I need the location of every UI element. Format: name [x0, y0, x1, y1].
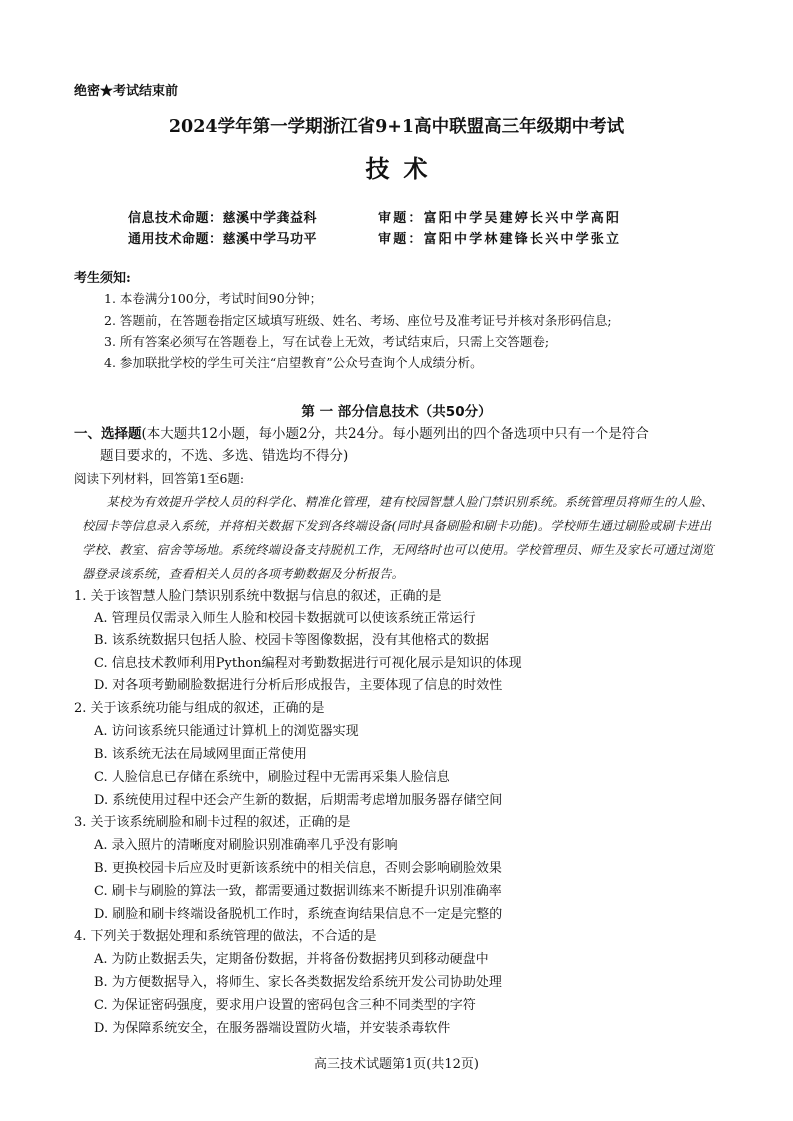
page-footer: 高三技术试题第1页(共12页)	[314, 1057, 479, 1072]
it-reviewer: 审题：富阳中学吴建婷长兴中学高阳	[378, 211, 622, 226]
notes-heading: 考生须知:	[74, 271, 131, 286]
question-stem: 2. 关于该系统功能与组成的叙述，正确的是	[74, 701, 325, 716]
question-option: B. 为方便数据导入，将师生、家长各类数据发给系统开发公司协助处理	[94, 975, 502, 990]
part-desc-cont: 题目要求的，不选、多选、错选均不得分)	[100, 448, 349, 464]
gt-reviewer: 审题：富阳中学林建锋长兴中学张立	[378, 232, 622, 247]
part-heading	[74, 422, 649, 442]
question-stem: 4. 下列关于数据处理和系统管理的做法，不合适的是	[74, 929, 377, 944]
question-option: D. 刷脸和刷卡终端设备脱机工作时，系统查询结果信息不一定是完整的	[94, 907, 503, 922]
it-proposer: 信息技术命题：慈溪中学龚益科	[128, 211, 318, 226]
question-option: A. 管理员仅需录入师生人脸和校园卡数据就可以使该系统正常运行	[94, 611, 476, 626]
question-option: D. 系统使用过程中还会产生新的数据，后期需考虑增加服务器存储空间	[94, 793, 503, 808]
note-item: 4. 参加联批学校的学生可关注“启望教育”公众号查询个人成绩分析。	[104, 355, 483, 370]
question-option: D. 为保障系统安全，在服务器端设置防火墙，并安装杀毒软件	[94, 1021, 451, 1036]
exam-title: 2024学年第一学期浙江省9+1高中联盟高三年级期中考试	[168, 117, 625, 137]
gt-proposer: 通用技术命题：慈溪中学马功平	[128, 232, 318, 247]
question-option: B. 更换校园卡后应及时更新该系统中的相关信息，否则会影响刷脸效果	[94, 861, 502, 876]
question-option: C. 人脸信息已存储在系统中，刷脸过程中无需再采集人脸信息	[94, 770, 450, 785]
note-item: 2. 答题前，在答题卷指定区域填写班级、姓名、考场、座位号及准考证号并核对条形码信息;	[104, 313, 612, 328]
confidential-label: 绝密★考试结束前	[74, 84, 179, 99]
question-option: C. 信息技术教师利用Python编程对考勤数据进行可视化展示是知识的体现	[94, 656, 522, 671]
question-option: A. 访问该系统只能通过计算机上的浏览器实现	[94, 724, 359, 739]
note-item: 3. 所有答案必须写在答题卷上，写在试卷上无效，考试结束后，只需上交答题卷;	[104, 334, 550, 349]
part-desc: (本大题共12小题，每小题2分，共24分。每小题列出的四个备选项中只有一个是符合	[141, 426, 649, 442]
question-option: C. 为保证密码强度，要求用户设置的密码包含三种不同类型的字符	[94, 998, 476, 1013]
question-option: B. 该系统无法在局域网里面正常使用	[94, 747, 307, 762]
question-stem: 3. 关于该系统刷脸和刷卡过程的叙述，正确的是	[74, 815, 351, 830]
section-heading: 第 一 部分信息技术（共50分）	[301, 404, 492, 420]
reading-passage: 某校为有效提升学校人员的科学化、精准化管理，建有校园智慧人脸门禁识别系统。系统管理员将师生的人脸、校园卡等信息录入系统，并将相关数据下发到各终端设备(同时具备刷脸和刷卡功能)。学校师生通过刷脸或刷卡进出学校、教室、宿舍等场地。系统终端设备支持脱机工作，无网络时也可以使用。学校管理员、师生及家长可通过浏览器登录该系统，查看相关人员的各项考勤数据及分析报告。	[82, 495, 714, 581]
reading-intro: 阅读下列材料，回答第1至6题:	[74, 471, 245, 486]
subject-title: 技术	[365, 154, 442, 183]
question-stem: 1. 关于该智慧人脸门禁识别系统中数据与信息的叙述，正确的是	[74, 589, 442, 604]
question-option: B. 该系统数据只包括人脸、校园卡等图像数据，没有其他格式的数据	[94, 633, 489, 648]
question-option: A. 录入照片的清晰度对刷脸识别准确率几乎没有影响	[94, 838, 398, 853]
question-option: C. 刷卡与刷脸的算法一致，都需要通过数据训练来不断提升识别准确率	[94, 884, 502, 899]
part-label: 一、选择题	[74, 426, 142, 442]
question-option: D. 对各项考勤刷脸数据进行分析后形成报告，主要体现了信息的时效性	[94, 678, 503, 693]
question-option: A. 为防止数据丢失，定期备份数据，并将备份数据拷贝到移动硬盘中	[94, 952, 489, 967]
note-item: 1. 本卷满分100分，考试时间90分钟；	[104, 291, 323, 306]
